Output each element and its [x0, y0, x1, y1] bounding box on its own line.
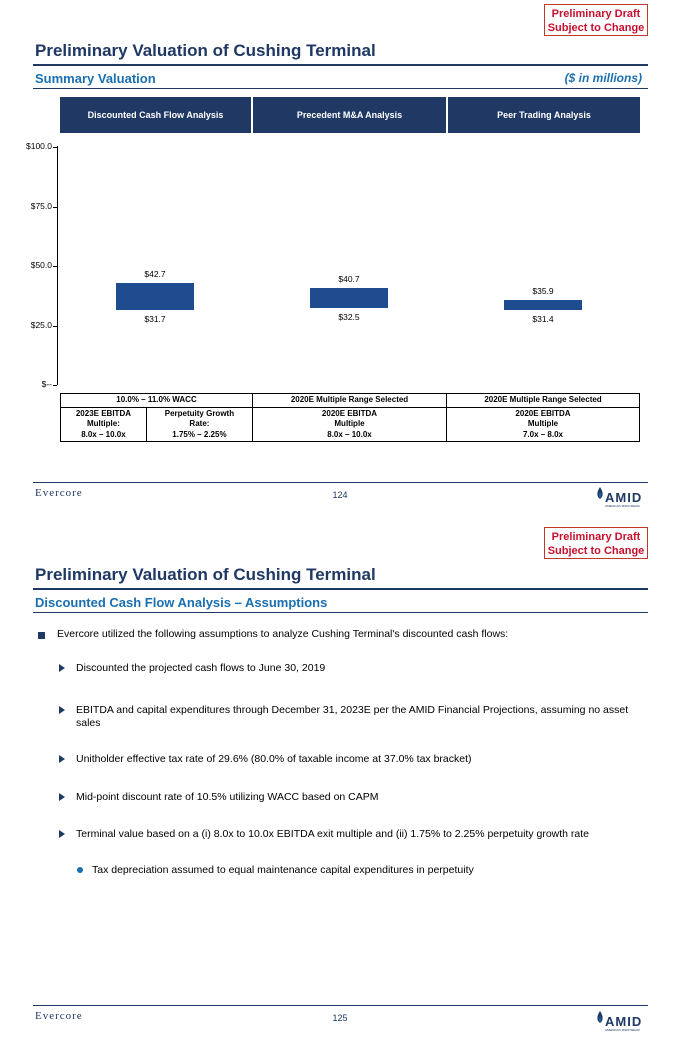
assumption-item: Terminal value based on a (i) 8.0x to 10.0x EBITDA exit multiple and (ii) 1.75% to 2.25% perpetuity growth rate — [76, 828, 590, 840]
page-number: 125 — [332, 1013, 348, 1023]
title-rule — [33, 588, 648, 590]
draft-line: Preliminary Draft — [551, 8, 641, 20]
cell-line: 2020E EBITDA — [515, 408, 571, 418]
assumption-subitem: Tax depreciation assumed to equal maintenance capital expenditures in perpetuity — [92, 864, 474, 876]
amid-logo — [594, 1009, 650, 1033]
table-cell: 10.0% – 11.0% WACC — [61, 394, 253, 408]
table-cell — [447, 407, 640, 442]
amid-wordmark: AMID — [605, 1014, 643, 1029]
draft-line: Subject to Change — [547, 545, 645, 557]
amid-logo — [594, 485, 650, 509]
cell-line: Multiple: — [86, 419, 120, 428]
table-row — [61, 407, 640, 442]
y-tick — [53, 266, 57, 267]
triangle-bullet-icon — [59, 755, 65, 763]
range-bar — [116, 283, 194, 309]
amid-tagline: AMERICAN MIDSTREAM — [605, 504, 640, 508]
y-tick — [53, 147, 57, 148]
y-tick-label: $25.0 — [30, 319, 52, 330]
table-cell — [253, 407, 447, 442]
high-label: $35.9 — [532, 285, 554, 296]
methodology-table — [60, 393, 640, 442]
square-bullet-icon — [38, 632, 45, 639]
draft-stamp — [544, 527, 648, 559]
y-tick-label: $100.0 — [26, 141, 52, 151]
units-note: ($ in millions) — [564, 71, 642, 85]
cell-line: Perpetuity Growth — [164, 408, 235, 418]
evercore-logo: Evercore — [35, 487, 83, 499]
cell-line: 1.75% – 2.25% — [172, 429, 227, 439]
dot-bullet-icon — [77, 867, 83, 873]
cell-line: Rate: — [189, 419, 210, 428]
table-cell: 2020E Multiple Range Selected — [447, 394, 640, 408]
footer-rule — [33, 482, 648, 483]
low-label: $31.4 — [532, 314, 554, 325]
low-label: $32.5 — [338, 311, 360, 322]
subtitle-rule — [33, 612, 648, 613]
section-subtitle: Discounted Cash Flow Analysis – Assumptions — [35, 595, 328, 610]
cell-line: 8.0x – 10.0x — [81, 429, 126, 439]
assumption-item: Unitholder effective tax rate of 29.6% (80.0% of taxable income at 37.0% tax bracket) — [76, 753, 472, 765]
header-peer: Peer Trading Analysis — [448, 97, 640, 133]
y-tick — [53, 385, 57, 386]
table-cell — [146, 407, 252, 442]
y-tick — [53, 207, 57, 208]
triangle-bullet-icon — [59, 830, 65, 838]
draft-line: Subject to Change — [547, 22, 645, 34]
table-cell — [61, 407, 147, 442]
table-row — [61, 394, 640, 408]
table-cell: 2020E Multiple Range Selected — [253, 394, 447, 408]
range-bar — [504, 300, 582, 311]
cell-line: Multiple — [527, 419, 559, 428]
y-axis — [57, 146, 58, 385]
assumption-item: Mid-point discount rate of 10.5% utilizing WACC based on CAPM — [76, 791, 379, 803]
high-label: $42.7 — [144, 269, 166, 280]
assumption-item-continued: sales — [76, 717, 101, 729]
assumption-item: Discounted the projected cash flows to June 30, 2019 — [76, 662, 326, 674]
high-label: $40.7 — [338, 274, 360, 285]
low-label: $31.7 — [144, 313, 166, 324]
y-tick-label: $50.0 — [30, 260, 52, 270]
cell-line: 7.0x – 8.0x — [522, 429, 564, 439]
cell-line: Multiple — [334, 419, 365, 428]
triangle-bullet-icon — [59, 706, 65, 714]
page-number: 124 — [332, 490, 348, 500]
draft-line: Preliminary Draft — [551, 531, 641, 543]
intro-text: Evercore utilized the following assumptions to analyze Cushing Terminal's discounted cash flows: — [57, 628, 509, 640]
footer-rule — [33, 1005, 648, 1006]
section-subtitle: Summary Valuation — [35, 71, 156, 86]
evercore-logo: Evercore — [35, 1010, 83, 1022]
triangle-bullet-icon — [59, 793, 65, 801]
triangle-bullet-icon — [59, 664, 65, 672]
amid-wordmark: AMID — [605, 490, 643, 505]
header-dcf: Discounted Cash Flow Analysis — [60, 97, 251, 133]
cell-line: 2023E EBITDA — [75, 408, 131, 418]
y-tick-label: $75.0 — [30, 200, 52, 211]
y-tick-label: $-- — [41, 379, 52, 389]
range-bar — [310, 288, 388, 308]
subtitle-rule — [33, 88, 648, 89]
draft-stamp — [544, 4, 648, 36]
title-rule — [33, 64, 648, 66]
y-tick — [53, 326, 57, 327]
page-title: Preliminary Valuation of Cushing Terminal — [35, 41, 376, 60]
cell-line: 8.0x – 10.0x — [327, 429, 372, 439]
page-title: Preliminary Valuation of Cushing Terminal — [35, 565, 376, 584]
cell-line: 2020E EBITDA — [321, 408, 378, 418]
assumption-item: EBITDA and capital expenditures through December 31, 2023E per the AMID Financial Projections, assuming no asset — [76, 704, 629, 716]
header-precedent: Precedent M&A Analysis — [253, 97, 446, 133]
amid-tagline: AMERICAN MIDSTREAM — [605, 1028, 640, 1032]
